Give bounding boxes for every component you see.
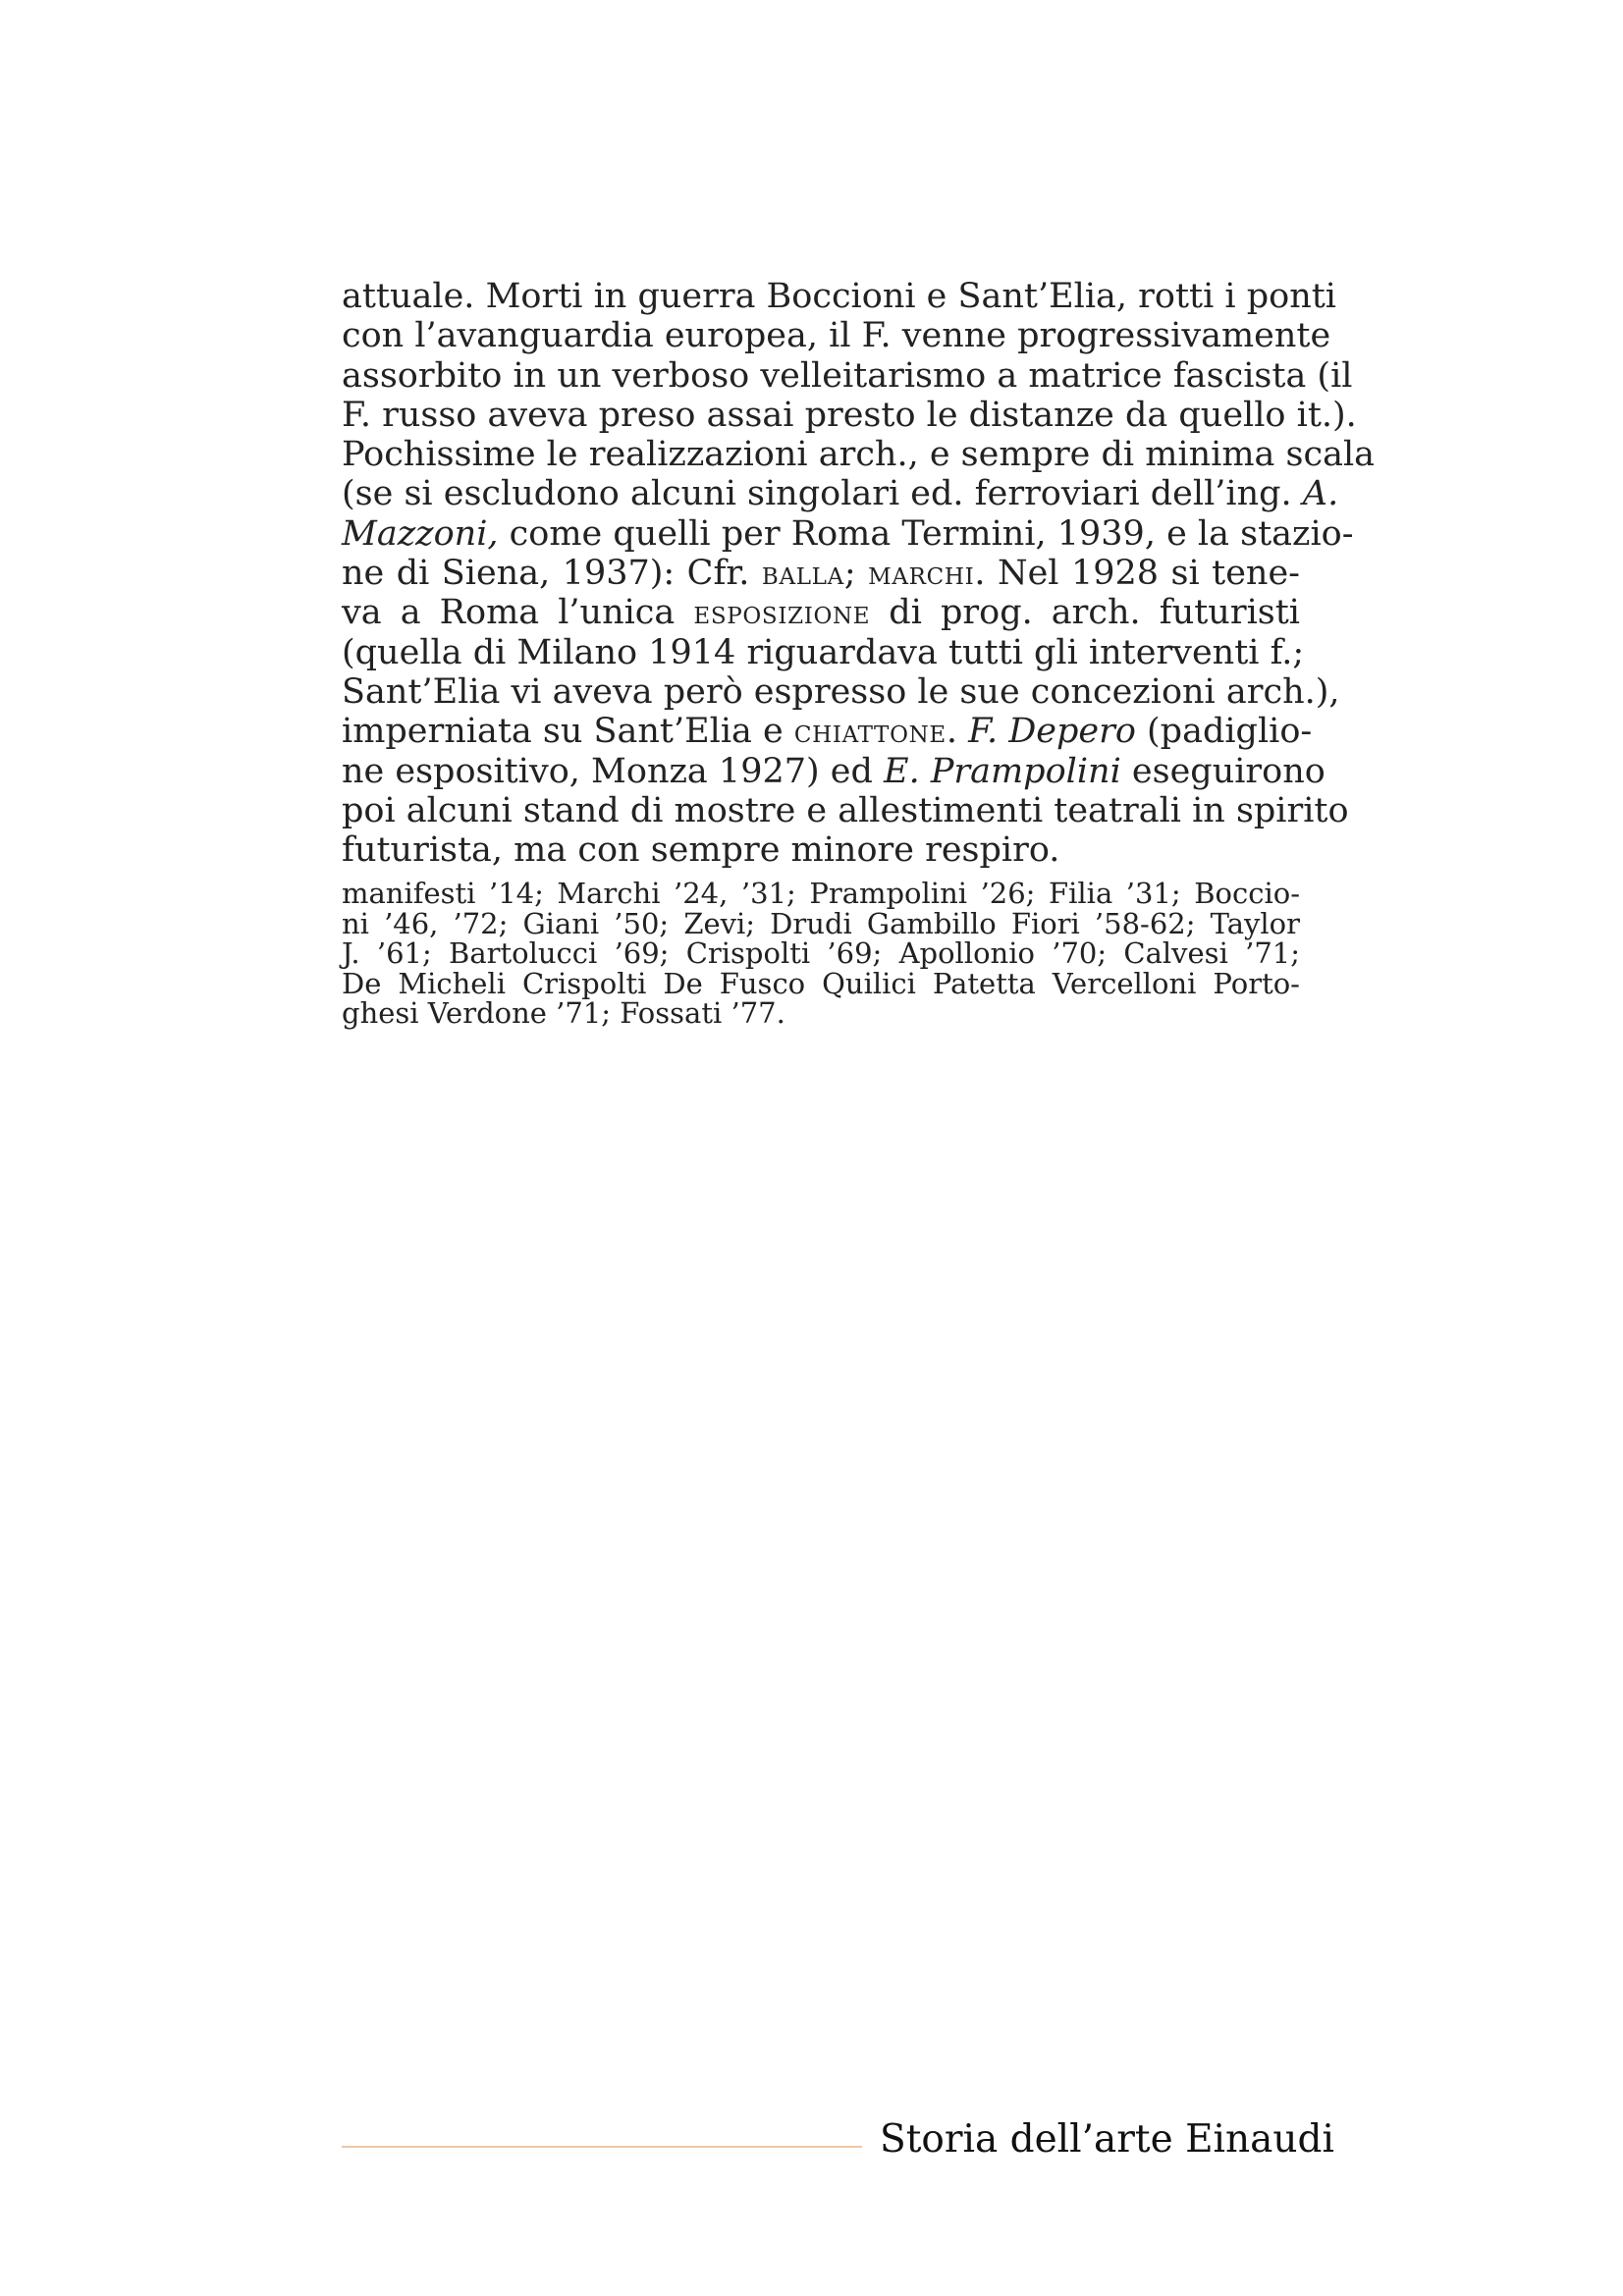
body-line: Sant’Elia vi aveva però espresso le sue concezioni arch.), [342,671,1340,712]
body-line: F. russo aveva preso assai presto le distanze da quello it.). [342,395,1357,435]
body-line-text: eseguirono [1120,751,1325,791]
body-line-text: di prog. arch. futuristi [870,593,1300,633]
body-line-text: ne di Siena, 1937): Cfr. [342,554,762,594]
body-text [342,277,1376,871]
ref-mazzoni: Mazzoni, [342,513,499,554]
body-line-text: ne espositivo, Monza 1927) ed [342,751,885,791]
bibliography-line: manifesti ’14; Marchi ’24, ’31; Prampolini ’26; Filia ’31; Boccio- [342,877,1300,910]
bibliography-line: J. ’61; Bartolucci ’69; Crispolti ’69; Apollonio ’70; Calvesi ’71; [342,936,1300,970]
bibliography-line: ni ’46, ’72; Giani ’50; Zevi; Drudi Gambillo Fiori ’58-62; Taylor [342,906,1300,940]
body-line: assorbito in un verboso velleitarismo a matrice fascista (il [342,355,1353,396]
body-line-text: . [946,712,969,752]
body-line-text: (se si escludono alcuni singolari ed. ferroviari dell’ing. [342,474,1303,514]
body-line-text: come quelli per Roma Termini, 1939, e la stazio- [509,513,1354,554]
body-line-text: va a Roma l’unica [342,593,694,633]
body-line: futurista, ma con sempre minore respiro. [342,830,1060,871]
xref-balla[interactable]: balla [761,554,844,593]
footer-rule [342,2146,862,2148]
ref-a-initial: A. [1302,474,1339,514]
body-line: con l’avanguardia europea, il F. venne progressivamente [342,316,1331,356]
footer-title: Storia dell’arte Einaudi [880,2117,1334,2162]
body-line [342,554,1300,593]
body-line-text: imperniata su Sant’Elia e [342,712,794,752]
bibliography-line: ghesi Verdone ’71; Fossati ’77. [342,996,785,1030]
body-line: (quella di Milano 1914 riguardava tutti gli interventi f.; [342,632,1305,672]
ref-prampolini: E. Prampolini [884,751,1121,791]
bibliography [342,879,1300,1029]
body-line-text: (padiglio- [1135,712,1313,752]
ref-depero: F. Depero [968,712,1136,752]
body-line [342,712,1313,752]
body-line-text: . Nel 1928 si tene- [974,554,1300,594]
body-line: Pochissime le realizzazioni arch., e sempre di minima scala [342,435,1376,475]
xref-chiattone[interactable]: chiattone [793,712,947,751]
body-line [342,593,1300,632]
bibliography-line: De Micheli Crispolti De Fusco Quilici Patetta Vercelloni Porto- [342,966,1300,1000]
body-line: poi alcuni stand di mostre e allestimenti teatrali in spirito [342,790,1349,830]
xref-esposizione[interactable]: esposizione [693,593,871,632]
body-line [342,751,1325,791]
body-line [342,474,1339,514]
body-line: attuale. Morti in guerra Boccioni e Sant’Elia, rotti i ponti [342,277,1337,316]
xref-marchi[interactable]: marchi [868,554,975,593]
body-line-text: ; [843,554,869,594]
body-line [342,513,1354,554]
